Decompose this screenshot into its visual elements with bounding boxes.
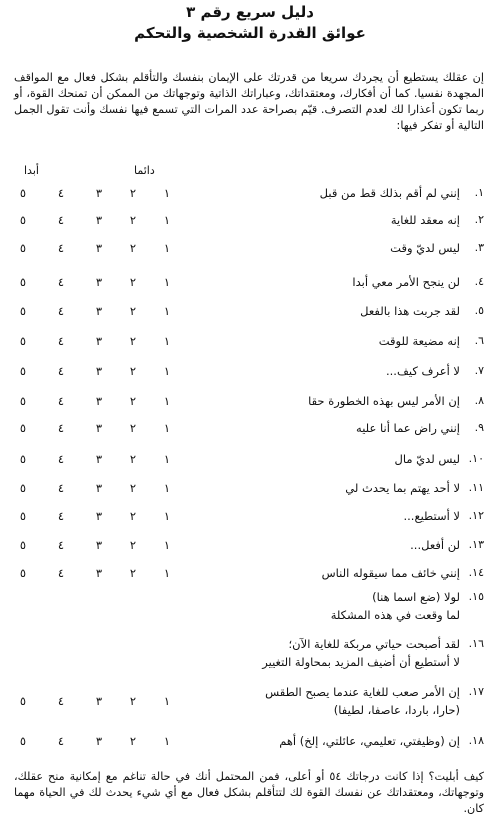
item-number: ٨. — [474, 394, 484, 407]
item-number: ٣. — [474, 241, 484, 254]
rating-option[interactable]: ٤ — [57, 364, 65, 378]
rating-option[interactable]: ١ — [163, 421, 171, 435]
rating-option[interactable]: ٥ — [19, 538, 27, 552]
item-number: ١٧. — [468, 685, 484, 698]
rating-option[interactable]: ٤ — [57, 275, 65, 289]
rating-option[interactable]: ٢ — [129, 275, 137, 289]
statement-item — [16, 186, 484, 210]
rating-option[interactable]: ٥ — [19, 694, 27, 708]
item-text: ليس لديّ مال — [394, 452, 460, 466]
rating-option[interactable]: ٤ — [57, 538, 65, 552]
item-number: ١٨. — [468, 734, 484, 747]
rating-option[interactable]: ٣ — [95, 566, 103, 580]
rating-option[interactable]: ١ — [163, 304, 171, 318]
rating-option[interactable]: ٥ — [19, 275, 27, 289]
rating-option[interactable]: ١ — [163, 509, 171, 523]
rating-option[interactable]: ١ — [163, 452, 171, 466]
intro-paragraph: إن عقلك يستطيع أن يجردك سريعا من قدرتك على الإيمان بنفسك والتأقلم بشكل فعال مع المواقف المجهدة نفسيا. كما أن أفكارك، ومعتقداتك، وعباراتك الذاتية وتوجهاتك من الممكن أن تمنحك القوة، أو ربما تكون أعذارا لك لعدم التصرف. قيّم بصراحة عدد المرات التي تسمع فيها نفسك وأنت تقول الجمل التالية أو تفكر فيها: — [14, 71, 484, 132]
rating-option[interactable]: ٣ — [95, 364, 103, 378]
statement-item — [16, 452, 484, 476]
statement-item — [16, 241, 484, 265]
rating-option[interactable]: ٢ — [129, 241, 137, 255]
item-text: إنني لم أقم بذلك قط من قبل — [319, 186, 460, 200]
rating-option[interactable]: ١ — [163, 694, 171, 708]
rating-option[interactable]: ٥ — [19, 394, 27, 408]
rating-option[interactable]: ٣ — [95, 452, 103, 466]
rating-option[interactable]: ١ — [163, 481, 171, 495]
item-text: ليس لديّ وقت — [390, 241, 460, 255]
rating-option[interactable]: ٣ — [95, 334, 103, 348]
rating-option[interactable]: ٢ — [129, 509, 137, 523]
scale-label-always: دائما — [134, 164, 155, 177]
item-number: ٢. — [474, 213, 484, 226]
rating-option[interactable]: ٥ — [19, 509, 27, 523]
rating-option[interactable]: ٣ — [95, 394, 103, 408]
rating-option[interactable]: ٢ — [129, 304, 137, 318]
rating-option[interactable]: ١ — [163, 364, 171, 378]
rating-option[interactable]: ٥ — [19, 304, 27, 318]
rating-option[interactable]: ٤ — [57, 421, 65, 435]
rating-option[interactable]: ٣ — [95, 509, 103, 523]
rating-option[interactable]: ٢ — [129, 394, 137, 408]
statement-item — [16, 590, 484, 622]
item-number: ١٠. — [468, 452, 484, 465]
statement-item — [16, 334, 484, 358]
rating-option[interactable]: ٥ — [19, 452, 27, 466]
rating-option[interactable]: ٤ — [57, 694, 65, 708]
rating-option[interactable]: ٣ — [95, 275, 103, 289]
rating-option[interactable]: ١ — [163, 241, 171, 255]
statement-item — [16, 394, 484, 418]
statement-item — [16, 637, 484, 669]
footer-paragraph: كيف أبليت؟ إذا كانت درجاتك ٥٤ أو أعلى، فمن المحتمل أنك في حالة تناغم مع إمكانية منح عقلك، وتوجهاتك، ومعتقداتك عن نفسك القوة لك لتتأقلم بشكل فعال مع أي شيء يحدث لك في الحياة مهما كان. — [14, 770, 484, 815]
scale-label-never: أبدا — [24, 164, 39, 177]
rating-option[interactable]: ٢ — [129, 334, 137, 348]
statement-item — [16, 213, 484, 237]
rating-option[interactable]: ٥ — [19, 421, 27, 435]
item-text: إن (وظيفتي، تعليمي، عائلتي، إلخ) أهم — [279, 734, 460, 748]
item-number: ٤. — [474, 275, 484, 288]
rating-option[interactable]: ٤ — [57, 186, 65, 200]
statement-item — [16, 538, 484, 562]
rating-option[interactable]: ٤ — [57, 481, 65, 495]
rating-option[interactable]: ٢ — [129, 694, 137, 708]
rating-option[interactable]: ١ — [163, 734, 171, 748]
rating-option[interactable]: ٥ — [19, 213, 27, 227]
rating-option[interactable]: ٤ — [57, 304, 65, 318]
rating-option[interactable]: ٤ — [57, 213, 65, 227]
statement-item — [16, 566, 484, 590]
item-number: ١٥. — [468, 590, 484, 603]
item-number: ٥. — [474, 304, 484, 317]
statement-item — [16, 304, 484, 328]
rating-option[interactable]: ٥ — [19, 186, 27, 200]
rating-option[interactable]: ٢ — [129, 481, 137, 495]
item-text-continued: لما وقعت في هذه المشكلة — [330, 608, 460, 622]
rating-option[interactable]: ٣ — [95, 734, 103, 748]
item-number: ٩. — [474, 421, 484, 434]
rating-option[interactable]: ١ — [163, 275, 171, 289]
item-text: إنني خائف مما سيقوله الناس — [321, 566, 460, 580]
page-subtitle: عوائق القدرة الشخصية والتحكم — [134, 24, 366, 42]
item-text: لولا (ضع اسما هنا) — [372, 590, 460, 604]
rating-option[interactable]: ١ — [163, 213, 171, 227]
rating-option[interactable]: ٢ — [129, 452, 137, 466]
statement-item — [16, 481, 484, 505]
item-number: ١. — [474, 186, 484, 199]
rating-option[interactable]: ٤ — [57, 509, 65, 523]
item-text: لا أعرف كيف... — [385, 364, 460, 378]
item-text: لقد جربت هذا بالفعل — [360, 304, 460, 318]
rating-option[interactable]: ١ — [163, 186, 171, 200]
statement-item — [16, 509, 484, 533]
item-number: ٧. — [474, 364, 484, 377]
item-text: لا أحد يهتم بما يحدث لي — [345, 481, 460, 495]
item-text: إن الأمر صعب للغاية عندما يصبح الطقس — [265, 685, 460, 699]
rating-option[interactable]: ٥ — [19, 364, 27, 378]
statement-item — [16, 734, 484, 758]
page-title: دليل سريع رقم ٣ — [186, 3, 314, 21]
rating-option[interactable]: ٥ — [19, 241, 27, 255]
item-number: ١٣. — [468, 538, 484, 551]
item-number: ١١. — [468, 481, 484, 494]
statement-item — [16, 421, 484, 445]
item-number: ١٤. — [468, 566, 484, 579]
rating-option[interactable]: ٥ — [19, 566, 27, 580]
item-text: إنه مضيعة للوقت — [378, 334, 460, 348]
rating-option[interactable]: ٢ — [129, 186, 137, 200]
item-text: لن أفعل... — [410, 538, 460, 552]
rating-option[interactable]: ٥ — [19, 734, 27, 748]
item-number: ٦. — [474, 334, 484, 347]
rating-option[interactable]: ٢ — [129, 566, 137, 580]
rating-option[interactable]: ١ — [163, 538, 171, 552]
rating-option[interactable]: ٣ — [95, 304, 103, 318]
item-text-continued: لا أستطيع أن أضيف المزيد بمحاولة التغيير — [262, 655, 460, 669]
rating-option[interactable]: ٤ — [57, 566, 65, 580]
rating-option[interactable]: ٤ — [57, 334, 65, 348]
rating-option[interactable]: ٢ — [129, 421, 137, 435]
rating-option[interactable]: ٣ — [95, 186, 103, 200]
statement-item — [16, 364, 484, 388]
item-text: لا أستطيع... — [403, 509, 460, 523]
item-number: ١٢. — [468, 509, 484, 522]
item-text: إنه معقد للغاية — [390, 213, 460, 227]
rating-option[interactable]: ٤ — [57, 452, 65, 466]
rating-option[interactable]: ٣ — [95, 538, 103, 552]
rating-option[interactable]: ٢ — [129, 538, 137, 552]
statement-item — [16, 275, 484, 299]
item-text: لن ينجح الأمر معي أبدا — [352, 275, 460, 289]
rating-option[interactable]: ٢ — [129, 734, 137, 748]
rating-option[interactable]: ٤ — [57, 734, 65, 748]
rating-option[interactable]: ٥ — [19, 334, 27, 348]
rating-option[interactable]: ٥ — [19, 481, 27, 495]
rating-option[interactable]: ١ — [163, 334, 171, 348]
statement-item — [16, 685, 484, 717]
rating-option[interactable]: ٤ — [57, 241, 65, 255]
rating-option[interactable]: ٢ — [129, 364, 137, 378]
rating-option[interactable]: ٣ — [95, 421, 103, 435]
item-text: إن الأمر ليس بهذه الخطورة حقا — [308, 394, 460, 408]
rating-option[interactable]: ١ — [163, 394, 171, 408]
rating-option[interactable]: ٣ — [95, 213, 103, 227]
rating-option[interactable]: ٤ — [57, 394, 65, 408]
item-text: إنني راض عما أنا عليه — [356, 421, 460, 435]
item-text: لقد أصبحت حياتي مربكة للغاية الآن؛ — [288, 637, 460, 651]
item-text-continued: (حارا، باردا، عاصفا، لطيفا) — [333, 703, 460, 717]
rating-option[interactable]: ٣ — [95, 241, 103, 255]
rating-option[interactable]: ٣ — [95, 694, 103, 708]
rating-option[interactable]: ٢ — [129, 213, 137, 227]
item-number: ١٦. — [468, 637, 484, 650]
rating-option[interactable]: ١ — [163, 566, 171, 580]
rating-option[interactable]: ٣ — [95, 481, 103, 495]
